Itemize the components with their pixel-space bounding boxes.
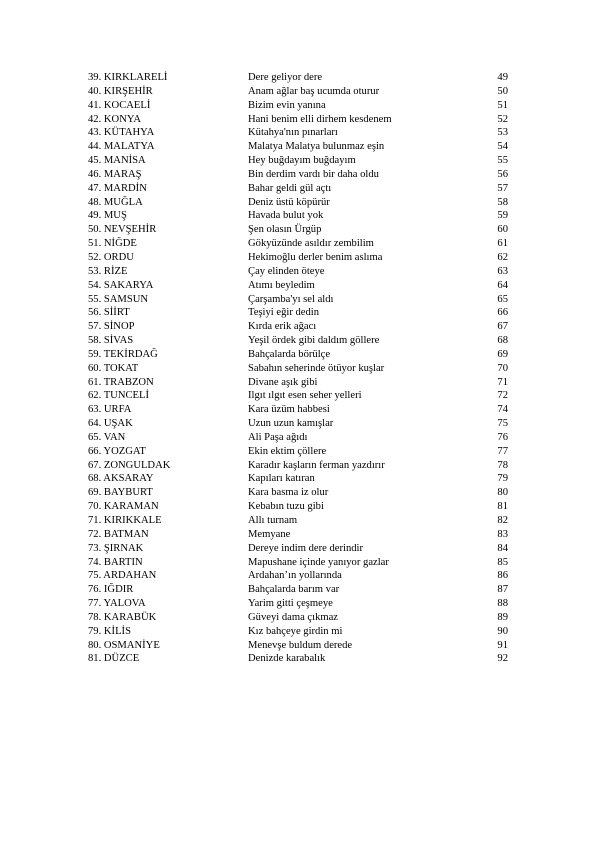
toc-entry xyxy=(88,389,508,403)
song-title: Sabahın seherinde ötüyor kuşlar xyxy=(248,362,385,374)
province-name: 64. UŞAK xyxy=(88,418,133,430)
province-name: 72. BATMAN xyxy=(88,528,149,540)
page-number: 55 xyxy=(497,155,508,167)
toc-entry xyxy=(88,182,508,196)
song-title: Kırda erik ağacı xyxy=(248,321,317,333)
toc-entry xyxy=(88,279,508,293)
toc-entry xyxy=(88,583,508,597)
toc-entry xyxy=(88,113,508,127)
province-name: 69. BAYBURT xyxy=(88,487,153,499)
page-number: 56 xyxy=(497,168,508,180)
page-number: 84 xyxy=(497,542,508,554)
page-number: 62 xyxy=(497,251,508,263)
song-title: Karadır kaşların ferman yazdırır xyxy=(248,459,385,471)
page-number: 61 xyxy=(497,238,508,250)
table-of-contents xyxy=(88,71,508,666)
province-name: 73. ŞIRNAK xyxy=(88,542,144,554)
page-number: 67 xyxy=(497,321,508,333)
song-title: Malatya Malatya bulunmaz eşin xyxy=(248,141,385,153)
page-number: 78 xyxy=(497,459,508,471)
song-title: Yarim gitti çeşmeye xyxy=(248,598,333,610)
province-name: 53. RİZE xyxy=(88,265,128,277)
toc-entry xyxy=(88,569,508,583)
page-number: 68 xyxy=(497,335,508,347)
song-title: Çay elinden öteye xyxy=(248,265,325,277)
page-number: 72 xyxy=(497,390,508,402)
song-title: Kız bahçeye girdin mi xyxy=(248,625,343,637)
province-name: 66. YOZGAT xyxy=(88,445,146,457)
page-number: 69 xyxy=(497,348,508,360)
toc-entry xyxy=(88,528,508,542)
toc-entry xyxy=(88,556,508,570)
province-name: 42. KONYA xyxy=(88,113,141,125)
toc-entry xyxy=(88,334,508,348)
toc-entry xyxy=(88,652,508,666)
province-name: 58. SİVAS xyxy=(88,335,134,347)
page-number: 49 xyxy=(497,72,508,83)
song-title: Yeşil ördek gibi daldım göllere xyxy=(248,335,380,347)
toc-entry xyxy=(88,306,508,320)
province-name: 81. DÜZCE xyxy=(88,653,140,665)
song-title: Şen olasın Ürgüp xyxy=(248,224,322,236)
song-title: Deniz üstü köpürür xyxy=(248,196,330,208)
page-number: 75 xyxy=(497,418,508,430)
province-name: 65. VAN xyxy=(88,431,126,443)
province-name: 71. KIRIKKALE xyxy=(88,515,162,526)
toc-entry xyxy=(88,625,508,639)
province-name: 40. KIRŞEHİR xyxy=(88,85,153,97)
page-number: 90 xyxy=(497,625,508,637)
song-title: Kütahya'nın pınarları xyxy=(248,127,338,139)
song-title: Uzun uzun kamışlar xyxy=(248,418,334,430)
song-title: Kara basma iz olur xyxy=(248,487,329,499)
song-title: Anam ağlar baş ucumda oturur xyxy=(248,85,380,97)
province-name: 46. MARAŞ xyxy=(88,168,142,180)
page-number: 64 xyxy=(497,279,508,291)
page-number: 85 xyxy=(497,556,508,568)
toc-entry xyxy=(88,140,508,154)
song-title: Ardahan’ın yollarında xyxy=(248,570,342,582)
page-number: 52 xyxy=(497,113,508,125)
toc-entry xyxy=(88,472,508,486)
toc-entry xyxy=(88,320,508,334)
toc-entry xyxy=(88,611,508,625)
province-name: 74. BARTIN xyxy=(88,556,143,568)
province-name: 67. ZONGULDAK xyxy=(88,459,171,471)
song-title: Atımı beyledim xyxy=(248,279,315,291)
page-number: 88 xyxy=(497,598,508,610)
song-title: Divane aşık gibi xyxy=(248,376,318,388)
song-title: Dereye indim dere derindir xyxy=(248,542,364,554)
province-name: 80. OSMANİYE xyxy=(88,639,160,651)
toc-entry xyxy=(88,99,508,113)
page-number: 80 xyxy=(497,487,508,499)
province-name: 50. NEVŞEHİR xyxy=(88,224,157,236)
province-name: 39. KIRKLARELİ xyxy=(88,72,168,83)
page-number: 92 xyxy=(497,653,508,665)
song-title: Menevşe buldum derede xyxy=(248,639,353,651)
song-title: Bahçalarda börülçe xyxy=(248,348,331,360)
page-number: 51 xyxy=(497,99,508,111)
province-name: 63. URFA xyxy=(88,404,132,416)
song-title: Güveyi dama çıkmaz xyxy=(248,611,339,623)
province-name: 45. MANİSA xyxy=(88,155,146,167)
toc-entry xyxy=(88,154,508,168)
song-title: Ali Paşa ağıdı xyxy=(248,431,308,443)
province-name: 51. NİĞDE xyxy=(88,238,137,250)
page-number: 53 xyxy=(497,127,508,139)
province-name: 70. KARAMAN xyxy=(88,501,159,513)
toc-entry xyxy=(88,376,508,390)
page-number: 74 xyxy=(497,404,508,416)
toc-entry xyxy=(88,237,508,251)
song-title: Mapushane içinde yanıyor gazlar xyxy=(248,556,389,568)
province-name: 56. SİİRT xyxy=(88,307,130,319)
song-title: Bahar geldi gül açtı xyxy=(248,182,332,194)
page-number: 82 xyxy=(497,515,508,526)
toc-entry xyxy=(88,196,508,210)
province-name: 59. TEKİRDAĞ xyxy=(88,348,158,360)
province-name: 44. MALATYA xyxy=(88,141,155,153)
toc-entry xyxy=(88,126,508,140)
toc-entry xyxy=(88,293,508,307)
page-number: 60 xyxy=(497,224,508,236)
page-number: 89 xyxy=(497,611,508,623)
toc-entry xyxy=(88,417,508,431)
toc-entry xyxy=(88,71,508,85)
toc-entry xyxy=(88,251,508,265)
toc-entry xyxy=(88,459,508,473)
song-title: Memyane xyxy=(248,528,291,540)
song-title: Kara üzüm habbesi xyxy=(248,404,330,416)
song-title: Allı turnam xyxy=(248,515,298,526)
toc-entry xyxy=(88,445,508,459)
song-title: Dere geliyor dere xyxy=(248,72,323,83)
toc-entry xyxy=(88,597,508,611)
page-number: 54 xyxy=(497,141,508,153)
page-number: 59 xyxy=(497,210,508,222)
page-number: 65 xyxy=(497,293,508,305)
toc-entry xyxy=(88,542,508,556)
province-name: 48. MUĞLA xyxy=(88,196,143,208)
page-number: 81 xyxy=(497,501,508,513)
province-name: 62. TUNCELİ xyxy=(88,390,150,402)
province-name: 77. YALOVA xyxy=(88,598,146,610)
page-number: 58 xyxy=(497,196,508,208)
toc-entry xyxy=(88,362,508,376)
song-title: Çarşamba'yı sel aldı xyxy=(248,293,334,305)
page-number: 50 xyxy=(497,85,508,97)
toc-entry xyxy=(88,265,508,279)
song-title: Bahçalarda barım var xyxy=(248,584,340,596)
page-number: 66 xyxy=(497,307,508,319)
province-name: 60. TOKAT xyxy=(88,362,139,374)
province-name: 75. ARDAHAN xyxy=(88,570,157,582)
province-name: 79. KİLİS xyxy=(88,625,131,637)
page-number: 70 xyxy=(497,362,508,374)
song-title: Ilgıt ılgıt esen seher yelleri xyxy=(248,390,362,402)
page-number: 87 xyxy=(497,584,508,596)
province-name: 55. SAMSUN xyxy=(88,293,149,305)
page-number: 57 xyxy=(497,182,508,194)
song-title: Kapıları katıran xyxy=(248,473,315,485)
province-name: 41. KOCAELİ xyxy=(88,99,151,111)
toc-entry xyxy=(88,514,508,528)
toc-entry xyxy=(88,486,508,500)
toc-entry xyxy=(88,209,508,223)
page-number: 83 xyxy=(497,528,508,540)
toc-entry xyxy=(88,431,508,445)
song-title: Gökyüzünde asıldır zembilim xyxy=(248,238,374,250)
page-number: 76 xyxy=(497,431,508,443)
toc-entry xyxy=(88,403,508,417)
song-title: Bin derdim vardı bir daha oldu xyxy=(248,168,379,180)
song-title: Havada bulut yok xyxy=(248,210,324,222)
province-name: 61. TRABZON xyxy=(88,376,154,388)
toc-entry xyxy=(88,348,508,362)
song-title: Teşiyi eğir dedin xyxy=(248,307,320,319)
toc-entry xyxy=(88,223,508,237)
song-title: Kebabın tuzu gibi xyxy=(248,501,324,513)
province-name: 76. IĞDIR xyxy=(88,584,134,596)
page-number: 91 xyxy=(497,639,508,651)
page-number: 71 xyxy=(497,376,508,388)
song-title: Hey buğdayım buğdayım xyxy=(248,155,356,167)
page-number: 79 xyxy=(497,473,508,485)
song-title: Hekimoğlu derler benim aslıma xyxy=(248,251,383,263)
toc-entry xyxy=(88,639,508,653)
toc-entry xyxy=(88,168,508,182)
province-name: 52. ORDU xyxy=(88,251,134,263)
province-name: 49. MUŞ xyxy=(88,210,127,222)
province-name: 57. SİNOP xyxy=(88,321,135,333)
toc-entry xyxy=(88,500,508,514)
province-name: 54. SAKARYA xyxy=(88,279,154,291)
page-number: 86 xyxy=(497,570,508,582)
province-name: 47. MARDİN xyxy=(88,182,147,194)
toc-entry xyxy=(88,85,508,99)
page-number: 63 xyxy=(497,265,508,277)
song-title: Denizde karabalık xyxy=(248,653,326,665)
song-title: Hani benim elli dirhem kesdenem xyxy=(248,113,392,125)
page-number: 77 xyxy=(497,445,508,457)
province-name: 43. KÜTAHYA xyxy=(88,127,155,139)
song-title: Bizim evin yanına xyxy=(248,99,326,111)
song-title: Ekin ektim çöllere xyxy=(248,445,327,457)
province-name: 68. AKSARAY xyxy=(88,473,154,485)
province-name: 78. KARABÜK xyxy=(88,611,157,623)
